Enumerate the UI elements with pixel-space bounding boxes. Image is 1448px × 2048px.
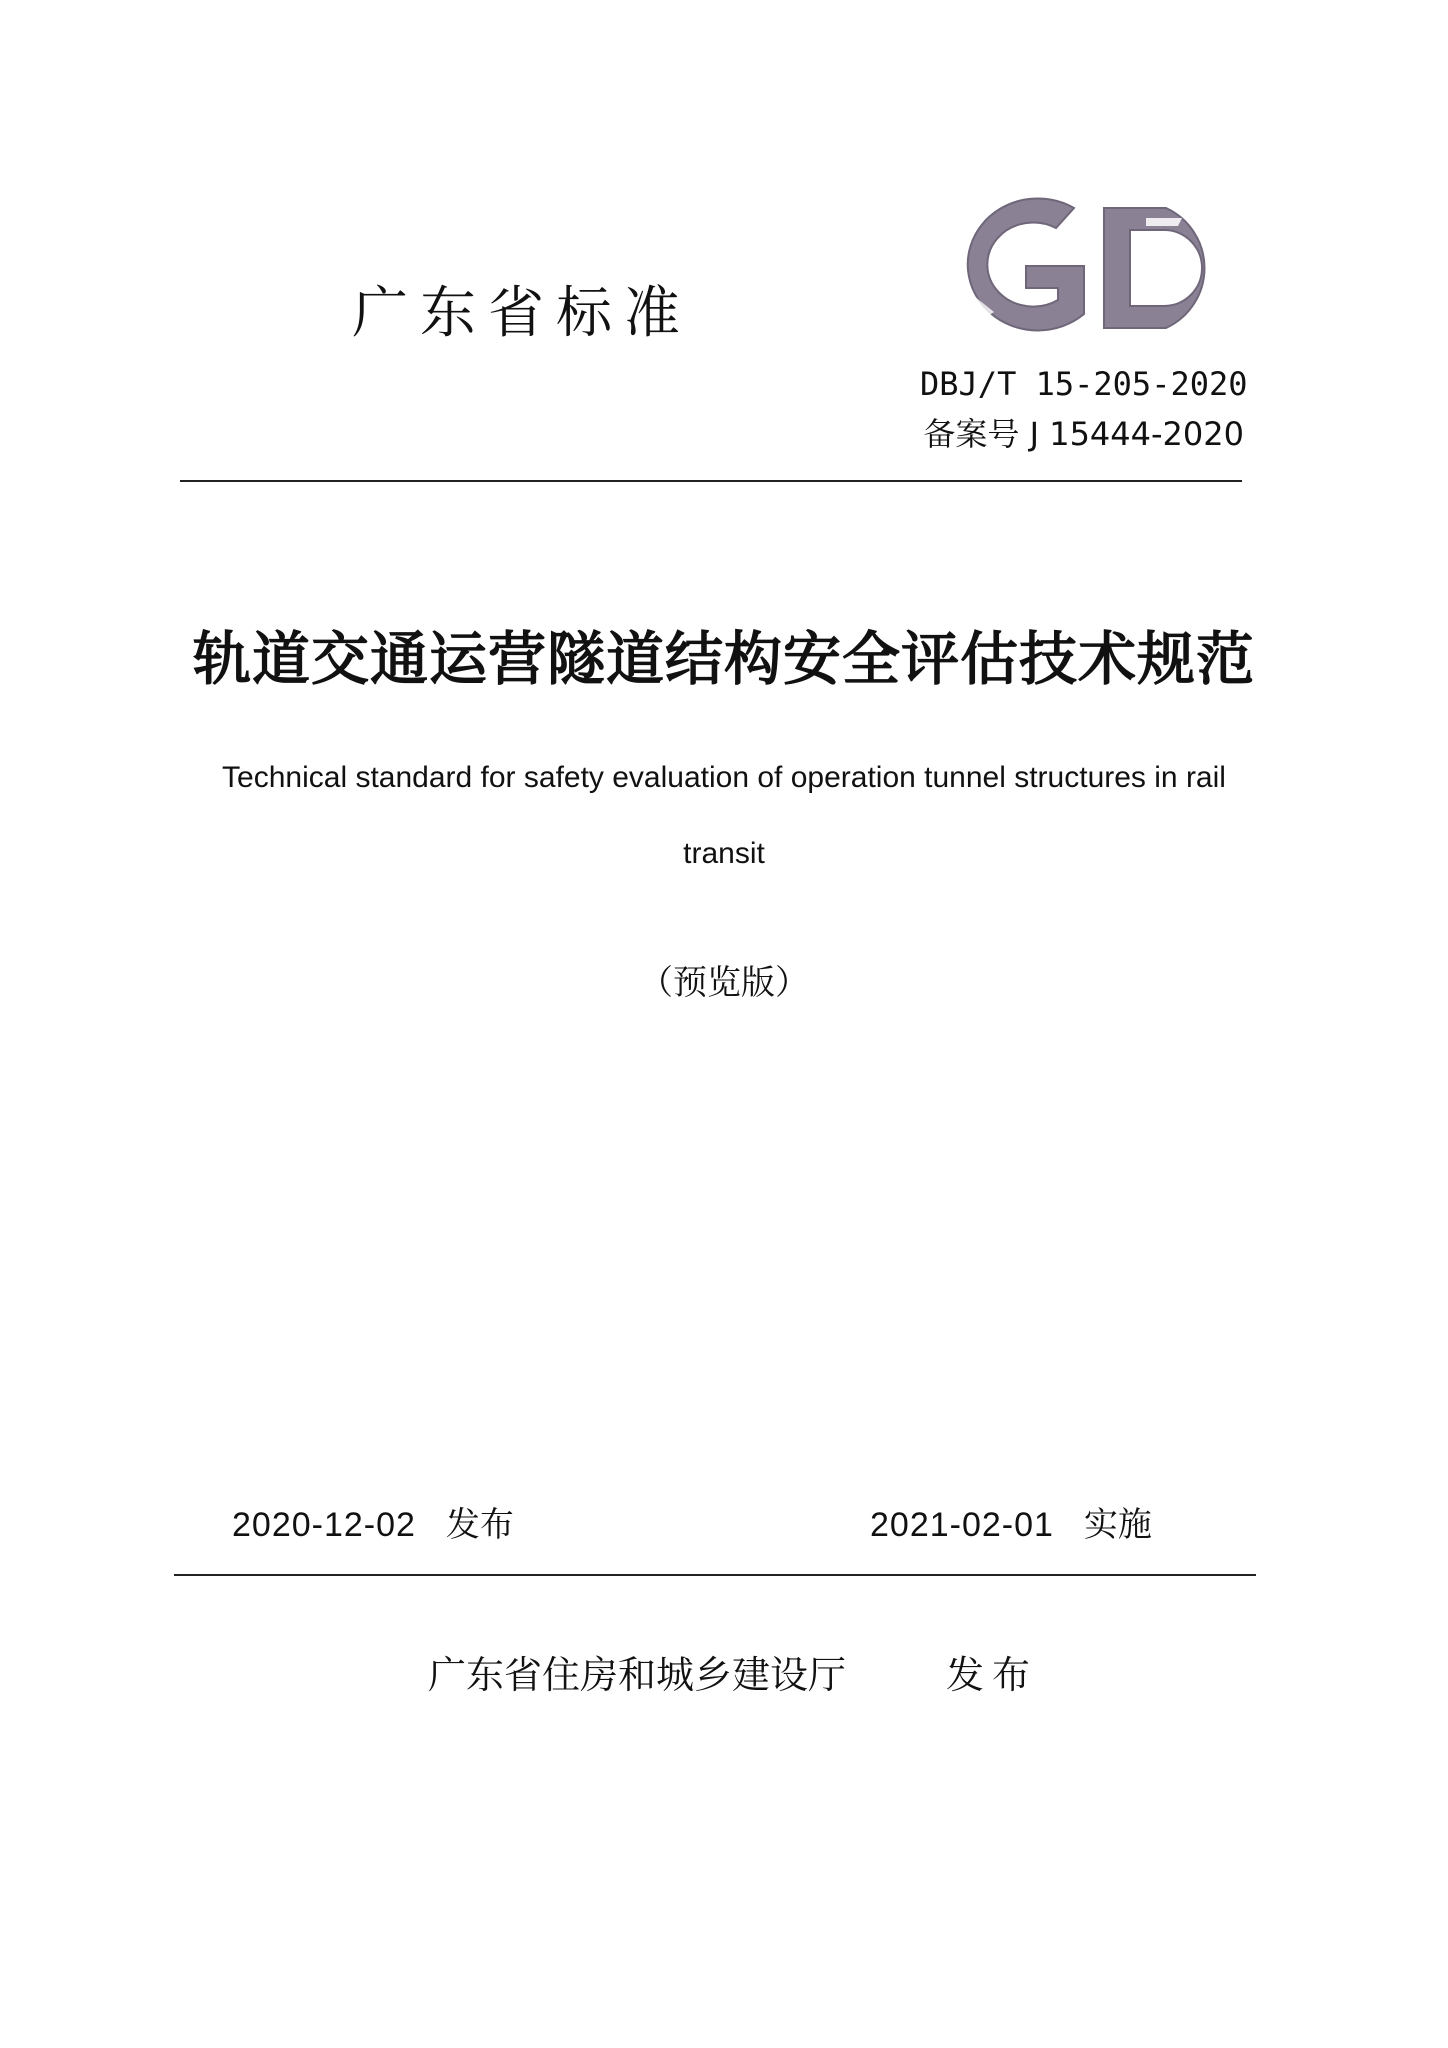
effective-label: 实施 — [1083, 1505, 1152, 1545]
gd-logo-icon — [934, 196, 1240, 340]
edition-label: （预览版） — [639, 963, 809, 1003]
issuing-authority: 广东省住房和城乡建设厅 — [428, 1653, 847, 1697]
bottom-divider — [174, 1574, 1256, 1576]
publish-date-line — [232, 1505, 514, 1545]
effective-date: 2021-02-01 — [870, 1506, 1054, 1544]
document-title-chinese: 轨道交通运营隧道结构安全评估技术规范 — [192, 625, 1255, 693]
publish-label: 发布 — [445, 1505, 514, 1545]
top-divider — [180, 480, 1242, 482]
publish-date: 2020-12-02 — [232, 1506, 416, 1544]
record-number: 备案号 J 15444-2020 — [923, 415, 1244, 453]
effective-date-line — [870, 1505, 1152, 1545]
gd-logo — [934, 196, 1240, 340]
issuing-action: 发布 — [946, 1653, 1039, 1697]
document-title-english: Technical standard for safety evaluation of operation tunnel structures in rail transit — [222, 761, 1226, 870]
standard-code: DBJ/T 15-205-2020 — [920, 365, 1248, 403]
standard-type-label: 广东省标准 — [352, 281, 692, 346]
